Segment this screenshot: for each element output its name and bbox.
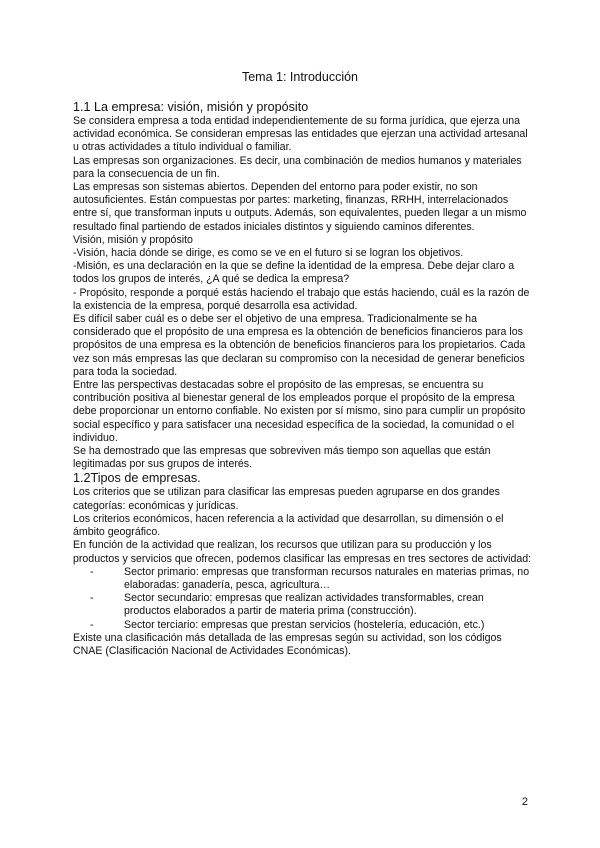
list-item [90,566,533,592]
paragraph-empresa-definicion: Se considera empresa a toda entidad independientemente de su forma jurídica, que ejerza una actividad económica. Se consideran empresas las entidades que ejerzan una actividad artesanal u otras actividades a título individual o familiar. [73,115,528,154]
paragraph-cnae: Existe una clasificación más detallada de las empresas según su actividad, son los códigos CNAE (Clasificación Nacional de Actividades Económicas). [73,631,502,657]
paragraph-sistemas-abiertos: Las empresas son sistemas abiertos. Dependen del entorno para poder existir, no son autosuficientes. Están compuestas por partes: marketing, finanzas, RRHH, interrelacionados entre sí, que transforman inputs u outputs. Además, son equivalentes, pueden llegar a un mismo resultado final partiendo de estados iniciales distintos y siguiendo caminos diferentes. [73,181,527,233]
paragraph-vision: -Visión, hacia dónde se dirige, es como se ve en el futuro si se logran los objetivos. [73,247,464,260]
page-number: 2 [521,796,528,808]
sector-primario-text: Sector primario: empresas que transforman recursos naturales en materias primas, no elaboradas: ganadería, pesca, agricultura… [124,565,530,591]
paragraph-mision: -Misión, es una declaración en la que se define la identidad de la empresa. Debe dejar claro a todos los grupos de interés, ¿A qué se dedica la empresa? [73,260,515,286]
paragraph-criterios-economicos: Los criterios económicos, hacen referencia a la actividad que desarrollan, su dimensión o el ámbito geográfico. [73,512,504,539]
document-body [73,100,533,658]
subheading-vision-mision: Visión, misión y propósito [73,233,193,246]
sector-secundario-text: Sector secundario: empresas que realizan actividades transformables, crean productos elaborados a partir de materia prima (construcción). [124,592,484,618]
sector-list [73,566,533,632]
paragraph-proposito: - Propósito, responde a porqué estás haciendo el trabajo que estás haciendo, cuál es la razón de la existencia de la empresa, porqué desarrolla esa actividad. [73,286,530,312]
sector-terciario-text: Sector terciario: empresas que prestan servicios (hostelería, educación, etc.) [124,618,485,631]
paragraph-legitimadas: Se ha demostrado que las empresas que sobreviven más tiempo son aquellas que están legitimadas por sus grupos de interés. [73,445,491,471]
dash-bullet: - [90,618,94,631]
paragraph-sectores-intro: En función de la actividad que realizan, los recursos que utilizan para su producción y los productos y servicios que ofrecen, podemos clasificar las empresas en tres sectores de actividad: [73,539,532,565]
section-1-2-heading: 1.2Tipos de empresas. [73,471,201,486]
dash-bullet: - [90,565,94,578]
list-item [90,619,533,632]
paragraph-objetivo-empresa: Es difícil saber cuál es o debe ser el objetivo de una empresa. Tradicionalmente se ha considerado que el propósito de una empresa es la obtención de beneficios financieros para los propósitos de una empresa es la obtención de beneficios financieros para los propietarios. Cada vez son más empresas las que declaran su compromiso con la necesidad de generar beneficios para toda la sociedad. [73,313,526,378]
paragraph-organizaciones: Las empresas son organizaciones. Es decir, una combinación de medios humanos y materiales para la consecuencia de un fin. [73,154,522,180]
document-title: Tema 1: Introducción [241,70,359,84]
section-1-1-heading: 1.1 La empresa: visión, misión y propósito [73,100,309,114]
paragraph-perspectivas: Entre las perspectivas destacadas sobre el propósito de las empresas, se encuentra su contribución positiva al bienestar general de los empleados porque el propósito de la empresa debe proporcionar un entorno confiable. No existen por sí mismo, sino para cumplir un propósito social específico y para satisfacer una necesidad específica de la sociedad, la comunidad o el individuo. [73,379,526,444]
paragraph-criterios: Los criterios que se utilizan para clasificar las empresas pueden agruparse en dos grandes categorías: económicas y jurídicas. [73,486,500,512]
list-item [90,592,533,618]
dash-bullet: - [90,592,94,605]
